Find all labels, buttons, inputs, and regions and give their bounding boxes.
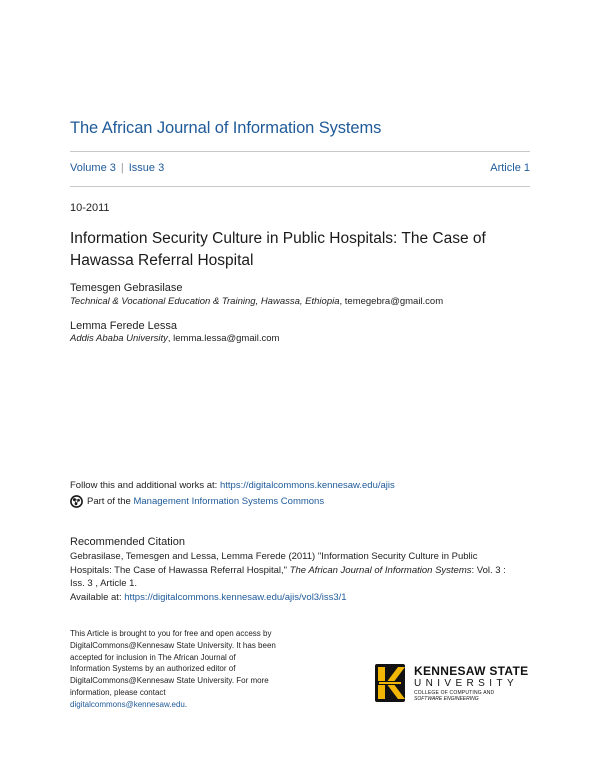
author-affiliation [70, 296, 443, 307]
author-name: Lemma Ferede Lessa [70, 320, 177, 332]
article-link[interactable]: Article 1 [490, 162, 530, 174]
citation-heading: Recommended Citation [70, 536, 185, 548]
ksu-k-emblem-icon [372, 663, 408, 703]
author-email: , temegebra@gmail.com [339, 296, 444, 307]
citation-line1: Gebrasilase, Temesgen and Lessa, Lemma Ferede (2011) "Information Security Culture in Public [70, 551, 478, 562]
notice-line: information, please contact [70, 687, 166, 697]
follow-link[interactable]: https://digitalcommons.kennesaw.edu/ajis [219, 480, 395, 491]
citation-journal: The African Journal of Information Systems [289, 564, 472, 576]
journal-title[interactable]: The African Journal of Information Systems [70, 119, 382, 137]
ksu-line4: SOFTWARE ENGINEERING [414, 695, 479, 702]
network-icon [70, 495, 83, 508]
issue-link[interactable]: Issue 3 [128, 162, 165, 174]
notice-line: accepted for inclusion in The African Journal of [70, 652, 236, 662]
part-of-prefix: Part of the [87, 496, 131, 507]
commons-link[interactable]: Management Information Systems Commons [133, 496, 325, 507]
divider-top [70, 151, 530, 152]
available-label: Available at: [70, 591, 125, 603]
access-notice [70, 628, 306, 711]
issue-line [70, 162, 530, 174]
citation-url-link[interactable]: https://digitalcommons.kennesaw.edu/ajis/vol3/iss3/1 [124, 591, 347, 603]
volume-link[interactable]: Volume 3 [70, 162, 116, 174]
university-logo [372, 662, 537, 704]
separator: | [120, 162, 124, 174]
ksu-line1: KENNESAW STATE [414, 663, 529, 678]
notice-line: This Article is brought to you for free and open access by [70, 629, 272, 638]
notice-line: Information Systems by an authorized editor of [70, 664, 236, 674]
citation-line2-tail: : Vol. 3 : [471, 564, 506, 576]
citation-text [70, 550, 532, 604]
paper-title [70, 228, 530, 272]
contact-email-link[interactable]: digitalcommons@kennesaw.edu [70, 699, 185, 709]
divider-bottom [70, 186, 530, 187]
author-name: Temesgen Gebrasilase [70, 282, 183, 294]
citation-line2-text: Hospitals: The Case of Hawassa Referral Hospital," [70, 564, 290, 576]
ksu-line2: UNIVERSITY [414, 677, 519, 689]
citation-line2 [70, 564, 532, 578]
notice-line: DigitalCommons@Kennesaw State University. For more [70, 676, 269, 686]
affiliation-text: Technical & Vocational Education & Training, Hawassa, Ethiopia [70, 296, 340, 307]
notice-line: DigitalCommons@Kennesaw State University. It has been [70, 640, 276, 650]
follow-line [70, 480, 395, 491]
ksu-line3: COLLEGE OF COMPUTING AND [414, 689, 495, 696]
citation-line3: Iss. 3 , Article 1. [70, 578, 138, 590]
affiliation-text: Addis Ababa University [70, 333, 168, 344]
contact-line [70, 699, 306, 711]
publication-date: 10-2011 [70, 202, 110, 214]
part-of-line [70, 495, 324, 508]
contact-email-suffix: . [184, 699, 188, 709]
paper-title-line2: Hawassa Referral Hospital [70, 252, 254, 269]
citation-available [70, 591, 532, 605]
author-email: , lemma.lessa@gmail.com [167, 333, 280, 344]
ksu-wordmark [414, 665, 528, 702]
follow-text: Follow this and additional works at: [70, 480, 220, 491]
paper-title-line1: Information Security Culture in Public Hospitals: The Case of [70, 230, 486, 247]
author-affiliation [70, 333, 279, 344]
